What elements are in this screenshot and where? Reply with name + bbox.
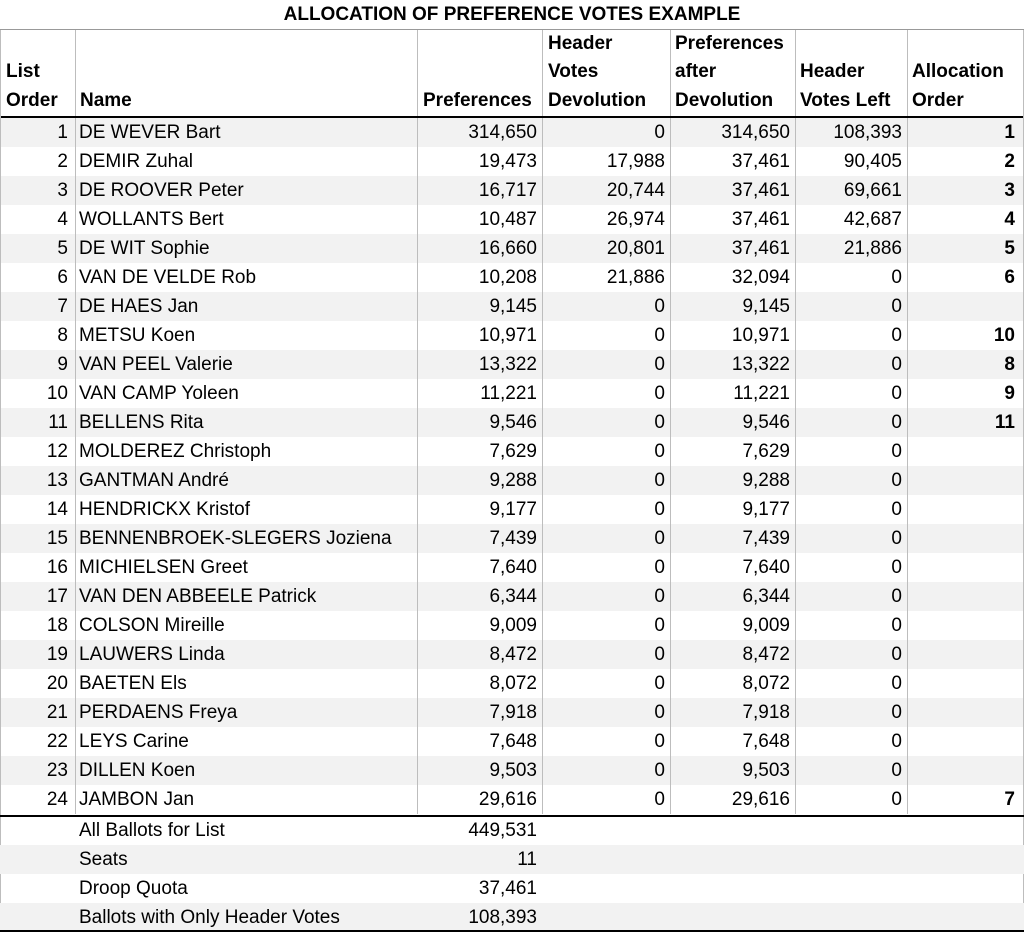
summary-row [0,816,1024,845]
preferences-cell: 9,009 [489,615,537,636]
allocation-order-cell: 2 [1004,151,1015,172]
header-votes-devolution-cell: 0 [654,557,665,578]
preferences-after-devolution-cell: 9,009 [742,615,790,636]
header-votes-devolution-cell: 21,886 [606,267,665,288]
table-row [0,118,1024,147]
header-votes-devolution-cell: 0 [654,499,665,520]
header-votes-left-cell: 0 [891,615,902,636]
header-header-votes-left [795,30,907,116]
header-votes-devolution-cell: 0 [654,325,665,346]
list-order-cell: 6 [57,267,68,288]
header-votes-devolution-cell: 0 [654,412,665,433]
list-order-cell: 23 [46,760,68,781]
header-votes-devolution-cell: 0 [654,789,665,810]
list-order-cell: 10 [46,383,68,404]
header-votes-left-cell: 0 [891,412,902,433]
list-order-cell: 22 [46,731,68,752]
preferences-cell: 16,660 [478,238,537,259]
preferences-cell: 7,648 [489,731,537,752]
header-votes-left-cell: 0 [891,644,902,665]
header-allocation-order [907,30,1024,116]
header-line: Allocation [912,61,1004,82]
header-name [75,30,417,116]
allocation-order-cell [907,756,1024,785]
name-cell: DILLEN Koen [79,760,196,781]
name-cell: LAUWERS Linda [79,644,225,665]
list-order-cell: 20 [46,673,68,694]
table-row [0,698,1024,727]
header-votes-left-cell: 0 [891,557,902,578]
list-order-cell: 16 [46,557,68,578]
list-order-cell: 2 [57,151,68,172]
name-cell: DEMIR Zuhal [79,151,194,172]
header-votes-left-cell: 42,687 [843,209,902,230]
name-cell: WOLLANTS Bert [79,209,224,230]
table-row [0,640,1024,669]
header-votes-devolution-cell: 0 [654,122,665,143]
name-cell: METSU Koen [79,325,196,346]
list-order-cell: 12 [46,441,68,462]
list-order-cell: 17 [46,586,68,607]
allocation-order-cell [907,553,1024,582]
header-line: Header [548,32,613,54]
header-votes-left-cell: 21,886 [843,238,902,259]
preferences-after-devolution-cell: 29,616 [731,789,790,810]
list-order-cell: 11 [48,412,68,433]
header-votes-devolution-cell: 0 [654,615,665,636]
preferences-after-devolution-cell: 7,629 [742,441,790,462]
summary-row [0,903,1024,932]
name-cell: GANTMAN André [79,470,229,491]
allocation-order-cell [907,640,1024,669]
list-order-cell: 9 [57,354,68,375]
allocation-order-cell [907,698,1024,727]
name-cell: BAETEN Els [79,673,187,694]
name-cell: LEYS Carine [79,731,189,752]
table-row [0,669,1024,698]
summary-value: 449,531 [468,820,537,841]
preferences-cell: 7,918 [489,702,537,723]
header-votes-left-cell: 0 [891,383,902,404]
preferences-cell: 9,546 [489,412,537,433]
header-votes-left-cell: 90,405 [843,151,902,172]
header-votes-devolution-cell: 0 [654,586,665,607]
preferences-after-devolution-cell: 9,177 [742,499,790,520]
header-votes-devolution-cell: 0 [654,470,665,491]
name-cell: COLSON Mireille [79,615,225,636]
table-row [0,350,1024,379]
allocation-order-cell [907,611,1024,640]
grid-line [75,118,76,814]
list-order-cell: 14 [46,499,68,520]
preferences-after-devolution-cell: 8,472 [742,644,790,665]
header-line: after [675,61,717,82]
list-order-cell: 15 [46,528,68,549]
header-votes-devolution-cell: 0 [654,644,665,665]
preferences-cell: 29,616 [478,789,537,810]
header-votes-left-cell: 0 [891,789,902,810]
header-votes-devolution-cell: 0 [654,383,665,404]
header-line: Votes Left [800,89,891,111]
list-order-cell: 18 [46,615,68,636]
list-order-cell: 4 [57,209,68,230]
table-row [0,205,1024,234]
table-row [0,756,1024,785]
header-votes-left-cell: 0 [891,267,902,288]
allocation-order-cell [907,466,1024,495]
summary-label: Ballots with Only Header Votes [79,907,340,928]
preferences-cell: 9,145 [489,296,537,317]
preferences-cell: 7,640 [489,557,537,578]
grid-line [907,118,908,814]
list-order-cell: 1 [57,122,68,143]
header-votes-left-cell: 0 [891,673,902,694]
preferences-cell: 16,717 [478,180,537,201]
list-order-cell: 5 [57,238,68,259]
name-cell: VAN CAMP Yoleen [79,383,239,404]
header-preferences-after-devolution [670,30,795,116]
list-order-cell: 7 [57,296,68,317]
allocation-order-cell: 9 [1004,383,1015,404]
name-cell: VAN DEN ABBEELE Patrick [79,586,317,607]
table-row [0,785,1024,814]
preferences-after-devolution-cell: 11,221 [733,383,790,404]
header-votes-left-cell: 0 [891,586,902,607]
allocation-order-cell: 10 [993,325,1015,346]
summary-row [0,845,1024,874]
preferences-cell: 19,473 [478,151,537,172]
list-order-cell: 19 [46,644,68,665]
header-votes-left-cell: 0 [891,702,902,723]
summary-value: 37,461 [478,878,537,899]
preferences-cell: 6,344 [489,586,537,607]
preferences-after-devolution-cell: 9,546 [742,412,790,433]
name-cell: MICHIELSEN Greet [79,557,248,578]
preferences-cell: 11,221 [480,383,537,404]
preferences-cell: 9,177 [489,499,537,520]
allocation-order-cell: 6 [1004,267,1015,288]
table-row [0,292,1024,321]
table-row [0,611,1024,640]
preferences-after-devolution-cell: 9,288 [742,470,790,491]
preferences-cell: 10,487 [478,209,537,230]
preferences-cell: 7,629 [489,441,537,462]
table-row [0,321,1024,350]
allocation-order-cell: 4 [1004,209,1015,230]
preferences-cell: 13,322 [478,354,537,375]
name-cell: PERDAENS Freya [79,702,238,723]
table-row [0,727,1024,756]
header-line: Order [6,89,58,111]
summary-label: All Ballots for List [79,820,225,841]
preferences-cell: 314,650 [468,122,537,143]
header-votes-left-cell: 0 [891,441,902,462]
allocation-order-cell: 7 [1004,789,1015,810]
table-row [0,234,1024,263]
table-row [0,147,1024,176]
preferences-after-devolution-cell: 6,344 [742,586,790,607]
preferences-cell: 10,971 [478,325,537,346]
preferences-after-devolution-cell: 7,439 [742,528,790,549]
allocation-order-cell: 8 [1004,354,1015,375]
header-header-votes-devolution [542,30,670,116]
name-cell: DE WIT Sophie [79,238,210,259]
header-line: Name [80,89,132,111]
preferences-cell: 8,072 [489,673,537,694]
header-votes-left-cell: 108,393 [833,122,902,143]
table-row [0,379,1024,408]
header-votes-devolution-cell: 26,974 [606,209,665,230]
header-line: Header [800,61,865,82]
list-order-cell: 21 [46,702,68,723]
allocation-order-cell [907,495,1024,524]
header-preferences [417,30,542,116]
header-list-order [0,30,75,116]
name-cell: DE ROOVER Peter [79,180,244,201]
preferences-cell: 7,439 [489,528,537,549]
header-votes-devolution-cell: 0 [654,296,665,317]
table-row [0,582,1024,611]
allocation-order-cell: 3 [1004,180,1015,201]
header-line: Devolution [675,89,774,111]
preferences-after-devolution-cell: 37,461 [731,151,790,172]
name-cell: BELLENS Rita [79,412,204,433]
preferences-after-devolution-cell: 10,971 [731,325,790,346]
preferences-after-devolution-cell: 37,461 [731,209,790,230]
header-votes-devolution-cell: 17,988 [606,151,665,172]
name-cell: JAMBON Jan [79,789,195,810]
table-row [0,553,1024,582]
header-votes-left-cell: 0 [891,470,902,491]
preferences-cell: 9,288 [489,470,537,491]
grid-line [542,118,543,814]
preferences-after-devolution-cell: 7,648 [742,731,790,752]
header-votes-devolution-cell: 0 [654,702,665,723]
header-line: Order [912,89,964,111]
name-cell: BENNENBROEK-SLEGERS Joziena [79,528,392,549]
name-cell: VAN DE VELDE Rob [79,267,257,288]
table-bottom-rule [0,930,1024,932]
allocation-order-cell [907,524,1024,553]
table-row [0,408,1024,437]
preferences-cell: 10,208 [478,267,537,288]
allocation-order-cell: 1 [1004,122,1015,143]
preferences-after-devolution-cell: 9,145 [742,296,790,317]
allocation-order-cell [907,437,1024,466]
header-votes-left-cell: 0 [891,731,902,752]
preferences-after-devolution-cell: 37,461 [731,180,790,201]
header-line: Devolution [548,89,647,111]
header-votes-left-cell: 0 [891,325,902,346]
summary-value: 108,393 [468,907,537,928]
grid-line [417,118,418,814]
header-votes-left-cell: 0 [891,499,902,520]
preferences-after-devolution-cell: 37,461 [731,238,790,259]
allocation-order-cell: 11 [994,412,1015,433]
header-votes-left-cell: 0 [891,528,902,549]
summary-row [0,874,1024,903]
header-votes-left-cell: 69,661 [843,180,902,201]
list-order-cell: 3 [57,180,68,201]
header-votes-devolution-cell: 20,801 [606,238,665,259]
summary-value: 11 [517,849,537,870]
header-votes-left-cell: 0 [891,760,902,781]
allocation-order-cell [907,669,1024,698]
table-row [0,466,1024,495]
preferences-after-devolution-cell: 9,503 [742,760,790,781]
header-votes-devolution-cell: 0 [654,441,665,462]
preferences-cell: 8,472 [489,644,537,665]
list-order-cell: 13 [46,470,68,491]
allocation-order-cell [907,292,1024,321]
preferences-cell: 9,503 [489,760,537,781]
table-row [0,495,1024,524]
table-row [0,524,1024,553]
header-votes-left-cell: 0 [891,354,902,375]
allocation-order-cell: 5 [1004,238,1015,259]
preferences-after-devolution-cell: 7,640 [742,557,790,578]
preferences-after-devolution-cell: 32,094 [731,267,790,288]
grid-line [670,118,671,814]
header-votes-devolution-cell: 0 [654,673,665,694]
header-line: Votes [548,61,599,82]
header-votes-devolution-cell: 0 [654,354,665,375]
table-row [0,263,1024,292]
summary-label: Droop Quota [79,878,188,899]
preferences-after-devolution-cell: 13,322 [731,354,790,375]
table-row [0,176,1024,205]
header-line: Preferences [423,89,532,111]
preferences-after-devolution-cell: 7,918 [742,702,790,723]
preferences-after-devolution-cell: 8,072 [742,673,790,694]
name-cell: HENDRICKX Kristof [79,499,251,520]
allocation-order-cell [907,727,1024,756]
table-title: ALLOCATION OF PREFERENCE VOTES EXAMPLE [283,4,741,25]
header-line: List [6,61,40,82]
name-cell: DE WEVER Bart [79,122,221,143]
header-line: Preferences [675,32,784,54]
header-votes-devolution-cell: 20,744 [606,180,665,201]
header-votes-devolution-cell: 0 [654,528,665,549]
list-order-cell: 24 [46,789,68,810]
preferences-after-devolution-cell: 314,650 [721,122,790,143]
name-cell: DE HAES Jan [79,296,199,317]
allocation-order-cell [907,582,1024,611]
name-cell: VAN PEEL Valerie [79,354,233,375]
list-order-cell: 8 [57,325,68,346]
header-votes-devolution-cell: 0 [654,731,665,752]
border-line [0,30,1,930]
grid-line [795,118,796,814]
header-votes-left-cell: 0 [891,296,902,317]
table-row [0,437,1024,466]
name-cell: MOLDEREZ Christoph [79,441,272,462]
header-votes-devolution-cell: 0 [654,760,665,781]
summary-label: Seats [79,849,128,870]
